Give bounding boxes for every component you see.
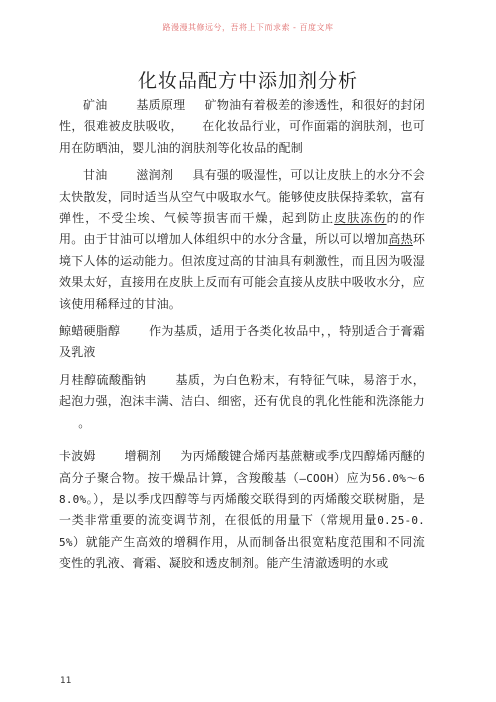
header-banner: 路漫漫其修远兮，吾将上下而求索 - 百度文库 bbox=[162, 23, 334, 32]
ingredient-name: 卡波姆 bbox=[59, 449, 96, 464]
ingredient-role: 增稠剂 bbox=[124, 449, 162, 464]
paragraph-text: 在化妆品行业，可作面霜的润肤剂，也可用在防晒油，婴儿油的润肤剂等化妆品的配制 bbox=[59, 119, 425, 155]
paragraph-text: ，为白色粉末，有特征气味，易溶于水，起泡力强，泡沫丰满、洁白、细密，还有优良的乳化性能和洗涤能力 bbox=[59, 372, 426, 409]
paragraph-text: 。 bbox=[78, 415, 91, 430]
paragraph-text: ）就能产生高效的增稠作用，从而制备出很宽粘度范围和不同流变性的乳液、膏霜、凝胶和透皮制剂。能产生清澈透明的水或 bbox=[59, 534, 425, 571]
paragraph-sodium-lauryl-sulfate bbox=[59, 370, 425, 434]
ingredient-name: 矿油 bbox=[83, 98, 108, 112]
paragraph-cetearyl-alcohol bbox=[59, 321, 425, 364]
paragraph-text: 环境下人体的运动能力。但浓度过高的甘油具有刺激性，而且因为吸湿效果太好，直接用在皮肤上反而有可能会直接从皮肤中吸收水分，应该使用稀释过的甘油。 bbox=[59, 232, 426, 311]
paragraph-text: 的的作用。由于甘油可以增加人体组织中的水分含量，所以可以增加 bbox=[59, 211, 425, 247]
ingredient-name: 鲸蜡硬脂醇 bbox=[59, 324, 121, 339]
ingredient-role: 基质原理 bbox=[136, 98, 186, 112]
document-body bbox=[59, 95, 425, 575]
ingredient-name: 甘油 bbox=[83, 168, 108, 183]
underlined-term: 高热 bbox=[388, 232, 413, 247]
ingredient-role: 滋润剂 bbox=[136, 168, 174, 183]
ingredient-role: 基质 bbox=[175, 372, 201, 387]
paragraph-text: 为丙烯酸键合烯丙基蔗糖或季戊四醇烯丙醚的高分子聚合物。按干燥品计算，含羧酸基（ bbox=[59, 449, 425, 485]
paragraph-glycerin bbox=[59, 165, 425, 315]
ingredient-name: 月桂醇硫酸酯钠 bbox=[59, 372, 147, 387]
paragraph-text: 作为基质，适用于各类化妆品中，，特别适合于膏霜及乳液 bbox=[59, 324, 425, 360]
paragraph-carbomer bbox=[59, 446, 425, 574]
underlined-term: 皮肤冻伤 bbox=[334, 211, 387, 226]
formula-text: —COOH bbox=[299, 471, 334, 485]
paragraph-text: ）应为 bbox=[333, 470, 372, 485]
formula-text: 0.25-0.5% bbox=[59, 514, 425, 549]
paragraph-text: 。），是以季戊四醇等与丙烯酸交联得到的丙烯酸交联树脂，是一类非常重要的流变调节剂，在很低的用量下（常规用量 bbox=[59, 491, 425, 528]
paragraph-mineral-oil bbox=[59, 95, 425, 159]
document-title: 化妆品配方中添加剂分析 bbox=[137, 70, 358, 92]
paragraph-text: 矿物油有着极差的渗透性，和很好的封闭性，很难被皮肤吸收， bbox=[59, 98, 425, 134]
paragraph-text: 具有强的吸湿性，可以让皮肤上的水分不会太快散发，同时适当从空气中吸取水气。能够使皮肤保持柔软，富有弹性，不受尘埃、气候等损害而干燥，起到防止 bbox=[59, 168, 426, 226]
formula-text: 56.0%～68.0% bbox=[59, 471, 425, 506]
page-number: 11 bbox=[60, 676, 72, 686]
